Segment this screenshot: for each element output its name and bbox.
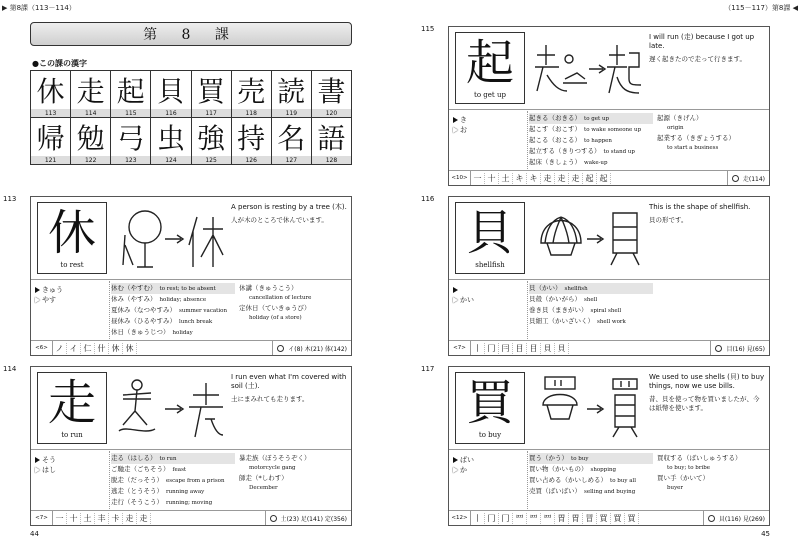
kanji-cell: 読 [272,71,312,109]
kun-reading-line [453,125,467,135]
vocabulary-english: wake-up [584,160,608,166]
stroke-step: 冒 [583,513,597,524]
stroke-step: 走 [541,173,555,184]
kanji-number: 114 [71,109,111,118]
stroke-step: 冃 [499,343,513,354]
stroke-step: キ [527,173,541,184]
stroke-step: 胃 [555,513,569,524]
vocabulary-english: cancellation of lecture [249,295,312,301]
kun-reading: はし [42,466,56,474]
kun-reading-marker-icon [453,127,458,133]
vocabulary-japanese: ご馳走（ごちそう） [111,465,170,473]
vocabulary-japanese: 貝殻（かいがら） [529,295,581,303]
stroke-step: 目 [513,343,527,354]
left-running-head: ▶ 第8課（113－114） [2,4,76,12]
on-reading-marker-icon [35,457,40,463]
stroke-step: 罒 [513,513,527,524]
vocabulary-item [111,327,235,338]
stroke-step: 休 [109,343,123,354]
stroke-count: <12> [449,511,471,525]
divider-vertical [109,281,110,339]
vocabulary-english: shell work [597,319,626,325]
on-reading-line [453,115,467,125]
divider [449,109,769,110]
divider-vertical [527,281,528,339]
stroke-step: 土 [499,173,513,184]
vocabulary-item [657,133,769,153]
vocabulary-english: to run [159,456,177,462]
vocabulary-english: to buy; to bribe [667,465,710,471]
vocabulary-list-secondary [657,113,769,153]
shellfish-illustration [533,205,643,271]
vocabulary-list-primary [111,283,235,338]
vocabulary-item [529,135,653,146]
kanji-entry-113 [3,195,352,356]
vocabulary-item [111,497,235,508]
on-reading-marker-icon [453,457,458,463]
vocabulary-english: lunch break [179,319,213,325]
readings-block [453,115,467,135]
kun-reading-marker-icon [453,467,458,473]
vocabulary-japanese: 休む（やすむ） [111,284,157,292]
vocabulary-list-primary [529,283,653,327]
entry-number: 113 [3,195,17,203]
kanji-cell: 持 [232,118,272,156]
on-reading: そう [42,456,56,464]
vocabulary-list-primary [529,113,653,168]
kanji-list-label: ●この課の漢字 [32,59,87,68]
vocabulary-japanese: 起こる（おこる） [529,136,581,144]
kanji-cell: 休 [31,71,71,109]
kanji-cell: 名 [272,118,312,156]
vocabulary-list-secondary [239,283,351,323]
kanji-entry-115 [421,25,770,186]
vocabulary-item [529,157,653,168]
mnemonic-english: We used to use shells (貝) to buy things, now we use bills. [649,373,765,390]
vocabulary-item [111,294,235,305]
kun-reading-line [35,465,56,475]
vocabulary-item [111,305,235,316]
vocabulary-english: spiral shell [590,308,622,314]
mnemonic-english: A person is resting by a tree (木). [231,203,347,211]
stroke-step: 休 [123,343,137,354]
vocabulary-english: escape from a prison [166,478,225,484]
vocabulary-item [657,453,769,473]
kanji-number: 123 [111,156,151,165]
vocabulary-japanese: 起源（きげん） [657,114,703,122]
mnemonic-english: This is the shape of shellfish. [649,203,751,211]
vocabulary-japanese: 買収する（ばいしゅうする） [657,454,742,462]
vocabulary-item [529,475,653,486]
vocabulary-english: to buy [571,456,589,462]
stroke-step: 一 [471,173,485,184]
vocabulary-japanese: 起業する（きぎょうする） [657,134,735,142]
kanji-cell: 勉 [71,118,111,156]
vocabulary-english: to happen [584,138,612,144]
vocabulary-english: selling and buying [584,489,636,495]
related-kanji-text: 目(16) 見(65) [726,345,765,353]
stroke-order-row [449,170,769,185]
kanji-meaning: shellfish [475,261,505,269]
vocabulary-japanese: 起きる（おきる） [529,114,581,122]
vocabulary-item [657,473,769,493]
main-kanji: 走 [47,375,96,431]
stroke-step: 丰 [95,513,109,524]
left-page-number: 44 [30,530,39,538]
vocabulary-english: to start a business [667,145,719,151]
kanji-meaning: to rest [60,261,84,269]
stroke-step: 買 [597,513,611,524]
kun-reading-marker-icon [35,467,40,473]
on-reading-marker-icon [35,287,40,293]
kanji-cell: 貝 [151,71,191,109]
stroke-step: 土 [81,513,95,524]
divider-vertical [527,111,528,169]
on-reading: きゅう [42,286,63,294]
main-kanji: 休 [47,205,96,261]
stroke-step: 丨 [471,513,485,524]
vocabulary-japanese: 貝（かい） [529,284,562,292]
divider [449,449,769,450]
vocabulary-japanese: 買い物（かいもの） [529,465,588,473]
mnemonic-japanese: 貝の形です。 [649,216,688,224]
readings-block [35,455,56,475]
stroke-count: <7> [449,341,471,355]
vocabulary-item [111,453,235,464]
kun-reading: やす [42,296,56,304]
stroke-step: 起 [583,173,597,184]
main-kanji-box [37,372,107,444]
stroke-step: 一 [53,513,67,524]
vocabulary-english: shopping [590,467,617,473]
vocabulary-japanese: 走る（はしる） [111,454,157,462]
stroke-order-row [449,340,769,355]
vocabulary-japanese: 起立する（きりつする） [529,147,601,155]
vocabulary-japanese: 暴走族（ぼうそうぞく） [239,454,311,462]
vocabulary-english: shellfish [564,286,588,292]
lesson-title: 第 8 課 [30,22,352,46]
stroke-step: 走 [123,513,137,524]
kun-reading-marker-icon [453,297,458,303]
vocabulary-list-secondary [239,453,351,493]
vocabulary-japanese: 昼休み（ひるやすみ） [111,317,176,325]
main-kanji: 貝 [465,205,514,261]
stroke-step: 走 [137,513,151,524]
kanji-cell: 売 [232,71,272,109]
vocabulary-list-primary [529,453,653,497]
vocabulary-english: holiday; absence [159,297,207,303]
vocabulary-japanese: 貝細工（かいざいく） [529,317,594,325]
on-reading-line [453,455,474,465]
vocabulary-japanese: 買い占める（かいしめる） [529,476,607,484]
kanji-entry-114 [3,365,352,526]
kanji-number: 120 [312,109,352,118]
kanji-number: 118 [232,109,272,118]
vocabulary-english: to wake someone up [584,127,642,133]
kanji-cell: 弓 [111,118,151,156]
vocabulary-english: to get up [584,116,610,122]
main-kanji: 買 [465,375,514,431]
vocabulary-item [529,464,653,475]
stroke-step: イ [67,343,81,354]
stroke-step: 卡 [109,513,123,524]
stroke-step: 貝 [541,343,555,354]
entry-number: 114 [3,365,17,373]
mnemonic-description [231,203,347,225]
mnemonic-japanese: 遅く起きたので走って行きます。 [649,55,746,63]
stroke-step: 買 [611,513,625,524]
mnemonic-english: I run even what I'm covered with soil (土). [231,373,347,390]
stroke-step: ノ [53,343,67,354]
kanji-number: 115 [111,109,151,118]
entry-number: 115 [421,25,435,33]
vocabulary-item [529,146,653,157]
vocabulary-item [529,486,653,497]
vocabulary-english: feast [172,467,187,473]
on-reading-line [453,285,474,295]
related-kanji [703,511,769,525]
vocabulary-english: running; moving [166,500,213,506]
stroke-step: 冂 [499,513,513,524]
vocabulary-item [111,283,235,294]
vocabulary-japanese: 起床（きしょう） [529,158,581,166]
kanji-number: 128 [312,156,352,165]
kanji-number: 127 [272,156,312,165]
right-running-head: （115－117）第8課 ◀ [724,4,798,12]
vocabulary-japanese: 売買（ばいばい） [529,487,581,495]
vocabulary-item [111,316,235,327]
link-marker-icon [277,345,284,352]
on-reading: ばい [460,456,474,464]
stroke-count: <7> [31,511,53,525]
main-kanji-box [455,202,525,274]
kanji-cell: 帰 [31,118,71,156]
mnemonic-description [231,373,347,404]
vocabulary-item [239,303,351,323]
vocabulary-japanese: 逃走（とうそう） [111,487,163,495]
waking-person-illustration [533,35,643,101]
shell-and-bill-illustration [533,375,643,441]
kanji-meaning: to get up [474,91,506,99]
kanji-meaning: to run [61,431,83,439]
vocabulary-list-primary [111,453,235,508]
stroke-count: <6> [31,341,53,355]
mnemonic-description [649,33,765,64]
mnemonic-japanese: 昔、貝を使って物を買いましたが、今は紙幣を使います。 [649,395,760,412]
vocabulary-list-secondary [657,453,769,493]
divider [31,449,351,450]
entry-number: 116 [421,195,435,203]
stroke-step: 十 [67,513,81,524]
related-kanji [272,341,351,355]
vocabulary-item [529,305,653,316]
vocabulary-item [111,475,235,486]
stroke-step: 走 [555,173,569,184]
kanji-number: 119 [272,109,312,118]
kanji-cell: 語 [312,118,352,156]
mnemonic-japanese: 人が木のところで休んでいます。 [231,216,328,224]
on-reading-line [35,455,56,465]
entry-number: 117 [421,365,435,373]
vocabulary-english: holiday [172,330,193,336]
stroke-step: 走 [569,173,583,184]
vocabulary-english: to rest; to be absent [159,286,216,292]
vocabulary-japanese: 休日（きゅうじつ） [111,328,170,336]
vocabulary-english: December [249,485,278,491]
related-kanji-text: 走(114) [742,175,765,183]
kanji-number: 121 [31,156,71,165]
vocabulary-japanese: 夏休み（なつやすみ） [111,306,176,314]
vocabulary-item [239,473,351,493]
vocabulary-japanese: 買い手（かいて） [657,474,709,482]
kun-reading-line [453,295,474,305]
divider-vertical [527,451,528,509]
vocabulary-japanese: 巻き貝（まきがい） [529,306,588,314]
kanji-grid [30,70,352,165]
kanji-number: 122 [71,156,111,165]
vocabulary-item [529,283,653,294]
stroke-order-row [31,510,351,525]
stroke-step: 十 [485,173,499,184]
kanji-number: 113 [31,109,71,118]
vocabulary-item [529,453,653,464]
related-kanji-text: 貝(116) 見(269) [718,515,765,523]
kun-reading: かい [460,296,474,304]
vocabulary-japanese: 脱走（だっそう） [111,476,163,484]
kanji-number: 126 [232,156,272,165]
divider [449,279,769,280]
stroke-order-row [449,510,769,525]
vocabulary-japanese: 休講（きゅうこう） [239,284,298,292]
kun-reading: お [460,126,467,134]
link-marker-icon [708,515,715,522]
vocabulary-japanese: 買う（かう） [529,454,568,462]
divider [31,279,351,280]
running-person-illustration [115,375,225,441]
kanji-number: 116 [151,109,191,118]
vocabulary-item [239,283,351,303]
vocabulary-item [111,486,235,497]
stroke-step: 罒 [541,513,555,524]
vocabulary-item [657,113,769,133]
readings-block [453,285,474,305]
stroke-step: 胃 [569,513,583,524]
mnemonic-english: I will run (走) because I got up late. [649,33,755,50]
right-page-number: 45 [761,530,770,538]
main-kanji-box [37,202,107,274]
kanji-number: 117 [192,109,232,118]
kun-reading-marker-icon [35,297,40,303]
vocabulary-item [239,453,351,473]
vocabulary-english: running away [166,489,205,495]
vocabulary-item [111,464,235,475]
vocabulary-japanese: 休み（やすみ） [111,295,157,303]
vocabulary-item [529,113,653,124]
link-marker-icon [270,515,277,522]
link-marker-icon [732,175,739,182]
mnemonic-description [649,203,765,225]
vocabulary-item [529,294,653,305]
stroke-step: 仁 [81,343,95,354]
related-kanji [727,171,769,185]
stroke-step: 什 [95,343,109,354]
kun-reading: か [460,466,467,474]
main-kanji-box [455,372,525,444]
stroke-step: 起 [597,173,611,184]
on-reading-marker-icon [453,287,458,293]
main-kanji-box [455,32,525,104]
vocabulary-item [529,124,653,135]
vocabulary-english: motorcycle gang [249,465,296,471]
stroke-step: 買 [625,513,639,524]
stroke-step: 冂 [485,513,499,524]
kanji-cell: 買 [192,71,232,109]
stroke-step: 罒 [527,513,541,524]
kanji-cell: 起 [111,71,151,109]
related-kanji [265,511,351,525]
stroke-step: 目 [527,343,541,354]
vocabulary-english: holiday (of a store) [249,315,302,321]
kun-reading-line [453,465,474,475]
kanji-cell: 書 [312,71,352,109]
related-kanji-text: イ(8) 木(21) 体(142) [288,345,347,353]
stroke-count: <10> [449,171,471,185]
on-reading-marker-icon [453,117,458,123]
vocabulary-english: origin [667,125,684,131]
on-reading: き [460,116,467,124]
stroke-step: 貝 [555,343,569,354]
mnemonic-description [649,373,765,413]
kanji-cell: 虫 [151,118,191,156]
vocabulary-english: summer vacation [179,308,227,314]
vocabulary-english: shell [584,297,598,303]
vocabulary-japanese: 師走（*しわす） [239,474,288,482]
kanji-meaning: to buy [478,431,502,439]
stroke-step: 冂 [485,343,499,354]
kanji-cell: 強 [192,118,232,156]
readings-block [453,455,474,475]
kun-reading-line [35,295,63,305]
kanji-number: 124 [151,156,191,165]
vocabulary-japanese: 起こす（おこす） [529,125,581,133]
related-kanji-text: 土(23) 足(141) 定(356) [280,515,347,523]
vocabulary-item [529,316,653,327]
vocabulary-english: to buy all [610,478,636,484]
kanji-entry-117 [421,365,770,526]
mnemonic-japanese: 土にまみれても走ります。 [231,395,309,403]
related-kanji [710,341,769,355]
on-reading-line [35,285,63,295]
kanji-number: 125 [192,156,232,165]
vocabulary-japanese: 定休日（ていきゅうび） [239,304,311,312]
kanji-cell: 走 [71,71,111,109]
kanji-entry-116 [421,195,770,356]
vocabulary-japanese: 走行（そうこう） [111,498,163,506]
readings-block [35,285,63,305]
tree-person-illustration [115,205,225,271]
stroke-step: キ [513,173,527,184]
vocabulary-english: to stand up [603,149,635,155]
vocabulary-english: buyer [667,485,684,491]
stroke-step: 丨 [471,343,485,354]
right-page [400,0,800,542]
main-kanji: 起 [465,35,514,91]
link-marker-icon [715,345,722,352]
divider-vertical [109,451,110,509]
stroke-order-row [31,340,351,355]
